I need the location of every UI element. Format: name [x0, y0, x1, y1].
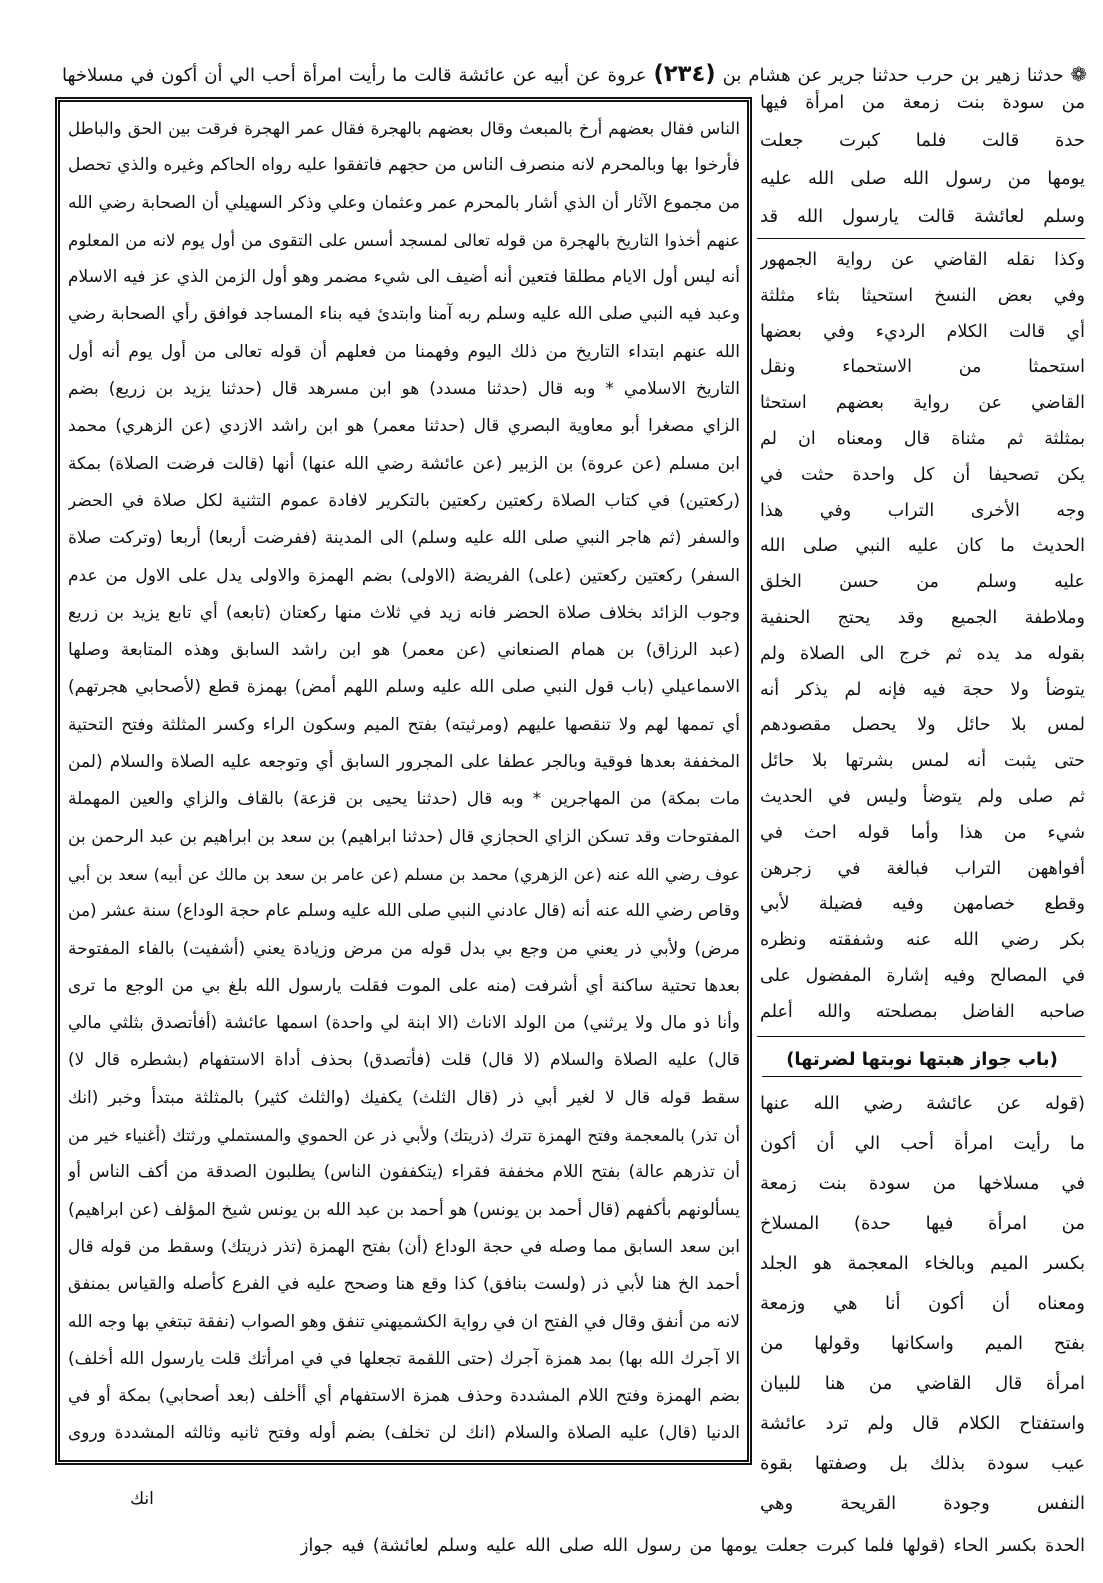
chapter-commentary-line: في مسلاخها من سودة بنت زمعة	[760, 1173, 1085, 1194]
margin-commentary-line: استحمثا من الاستحماء ونقل	[760, 357, 1085, 378]
main-commentary-line: الناس فقال بعضهم أرخ بالمبعث وقال بعضهم بالهجرة فقال عمر الهجرة فرقت بين الحق والباطل	[68, 119, 740, 138]
main-commentary-line: مات بمكة) من المهاجرين * وبه قال (حدثنا يحيى بن قزعة) بالقاف والزاي والعين المهملة	[68, 789, 740, 810]
main-commentary-line: من مجموع الآثار أن الذي أشار بالمحرم عمر وعثمان وعلي وذكر السهيلي أن الصحابة رضي الله	[68, 192, 740, 213]
main-commentary-line: والسفر (ثم هاجر النبي صلى الله عليه وسلم) الى المدينة (ففرضت أربعا) أربعا (وتركت صلاة	[68, 528, 740, 549]
main-commentary-line: الا آجرك الله بها) بمد همزة آجرك (حتى اللقمة تجعلها في في امرأتك قلت يارسول الله أخلف)	[68, 1348, 740, 1369]
main-commentary-line: السفر) ركعتين ركعتين (على) الفريضة (الاولى) بضم الهمزة والاولى يدل على الاول من عدم	[68, 565, 740, 586]
margin-commentary-line: في المصالح وفيه إشارة المفضول على	[760, 965, 1085, 986]
chapter-commentary-line: امرأة قال القاضي من هنا للبيان	[760, 1373, 1085, 1394]
chapter-commentary-line: من امرأة فيها حدة) المسلاخ	[760, 1213, 1085, 1234]
margin-commentary-line: حتى يثبت أنه لمس بشرتها بلا حائل	[760, 751, 1085, 772]
bottom-commentary-line: الحدة بكسر الحاء (قولها فلما كبرت جعلت يومها من رسول الله صلى الله عليه وسلم لعائشة) فيه جواز	[300, 1536, 1085, 1556]
main-commentary-line: مرض) ولأبي ذر يعني من وجع بي بدل قوله من مرض وزيادة يعني (أشفيت) بالفاء المفتوحة	[68, 938, 740, 959]
main-commentary-line: أنه ليس أول الايام مطلقا فتعين أنه أضيف الى شيء مضمر وهو أول الزمن الذي عز فيه الاسلام	[68, 267, 740, 288]
main-commentary-line: بعدها تحتية ساكنة أي أشرفت (منه على الموت فقلت يارسول الله بلغ بي من الوجع ما ترى	[68, 975, 740, 996]
chapter-heading: (باب جواز هبتها نوبتها لضرتها)	[762, 1043, 1082, 1077]
margin-commentary-line: أفواههن التراب فبالغة في زجرهن	[760, 858, 1085, 879]
margin-commentary-line: الحديث ما كان عليه النبي صلى الله	[760, 536, 1085, 557]
margin-commentary-line: ثم صلى ولم يتوضأ وليس في الحديث	[760, 786, 1085, 807]
margin-commentary-line: عليه وسلم من حسن الخلق	[760, 572, 1085, 593]
chapter-commentary-line: ما رأيت امرأة أحب الي أن أكون	[760, 1133, 1085, 1154]
margin-commentary	[760, 243, 1085, 1031]
main-commentary-line: وعبد فيه النبي صلى الله عليه وسلم ربه آمنا وابتدئ فيه بناء المساجد فوافق رأي الصحابة رضي	[68, 304, 740, 325]
main-commentary-line: عوف رضي الله عنه (عن الزهري) محمد بن مسلم (عن عامر بن سعد بن مالك عن أبيه) سعد بن أبي	[68, 864, 740, 884]
main-commentary-line: قال) عليه الصلاة والسلام (لا قال) قلت (فأتصدق) بحذف أداة الاستفهام (بشطره قال لا)	[68, 1050, 740, 1071]
margin-commentary-line: يتوضأ ولا حجة فيه فإنه لم يذكر أنه	[760, 679, 1085, 700]
margin-commentary-line: وجه الأخرى التراب وفي هذا	[760, 500, 1085, 521]
chapter-commentary-line: ومعناه أن أكون أنا هي وزمعة	[760, 1293, 1085, 1314]
main-commentary-line: الدنيا (قال) عليه الصلاة والسلام (انك لن تخلف) بضم أوله وفتح ثانيه وثالثه المشددة وروى	[68, 1423, 740, 1444]
main-commentary-line: سقط قوله قال لا لغير أبي ذر (قال الثلث) يكفيك (والثلث كثير) بالمثلثة مبتدأ وخبر (انك	[68, 1087, 740, 1108]
margin-commentary-line: لمس بلا حائل ولا يحصل مقصودهم	[760, 715, 1085, 736]
chapter-commentary	[760, 1084, 1085, 1524]
margin-hadith-line: من سودة بنت زمعة من امرأة فيها	[760, 92, 1085, 113]
main-commentary-line: المخففة بعدها فوقية وبالجر عطفا على المجرور السابق أي وتوجعه عليه الصلاة والسلام (لمن	[68, 752, 740, 773]
main-commentary-line: لانه من أنفق وقال في الفتح ان في رواية الكشميهني تنفق وهو الصواب (نفقة تبتغي بها وجه الله	[68, 1311, 740, 1332]
main-commentary-line: يسألونهم بأكفهم (قال أحمد بن يونس) هو أحمد بن عبد الله بن يونس شيخ المؤلف (عن ابراهيم)	[68, 1199, 740, 1220]
header-text-right: حدثنا زهير بن حرب حدثنا جرير عن هشام بن	[722, 65, 1064, 86]
main-commentary-line: (ركعتين) في كتاب الصلاة ركعتين ركعتين بالتكرير لافادة عموم التثنية لكل صلاة في الحضر	[68, 490, 740, 511]
margin-commentary-line: وقطع خصامهن وفيه فضيلة لأبي	[760, 894, 1085, 915]
main-commentary-line: (عبد الرزاق) بن همام الصنعاني (عن معمر) هو ابن راشد السابق وهذه المتابعة وصلها	[68, 640, 740, 661]
flower-ornament-icon: ❁	[1070, 63, 1087, 86]
header-text-left: عروة عن أبيه عن عائشة قالت ما رأيت امرأة أحب الي أن أكون في مسلاخها	[62, 65, 647, 86]
main-commentary-line: أن تذرهم عالة) بفتح اللام مخففة فقراء (يتكففون الناس) يطلبون الصدقة من أكف الناس أو	[68, 1162, 740, 1183]
main-commentary-line: أي تممها لهم ولا تنقصها عليهم (ومرثيته) بفتح الميم وسكون الراء وكسر المثلثة وفتح التحتية	[68, 714, 740, 735]
margin-commentary-line: يكن تصحيفا أن كل واحدة حثت في	[760, 464, 1085, 485]
main-commentary-line: الله عنهم ابتداء التاريخ من ذلك اليوم وفهمنا من فعلهم أن قوله تعالى من أول يوم أنه أول	[68, 341, 740, 362]
main-commentary-line: التاريخ الاسلامي * وبه قال (حدثنا مسدد) هو ابن مسرهد قال (حدثنا يزيد بن زريع) بضم	[68, 379, 740, 400]
page-number: (٢٣٤)	[653, 61, 716, 87]
margin-commentary-line: بمثلثة ثم مثناة قال ومعناه ان لم	[760, 428, 1085, 449]
main-commentary-line: وأنا ذو مال ولا يرثني) من الولد الاناث (الا ابنة لي واحدة) اسمها عائشة (أفأتصدق بثلثي مالي	[68, 1013, 740, 1034]
margin-commentary-line: القاضي عن رواية بعضهم استحثا	[760, 393, 1085, 414]
main-commentary-line: الزاي مصغرا أبو معاوية البصري قال (حدثنا معمر) هو ابن راشد الازدي (عن الزهري) محمد	[68, 416, 740, 437]
main-commentary-line: أن تذر) بالمعجمة وفتح الهمزة تترك (ذريتك) ولأبي ذر عن الحموي والمستملي ورثتك (أغنياء خير من	[68, 1126, 740, 1146]
margin-commentary-line: بكر رضي الله عنه وشفقته ونظره	[760, 930, 1085, 951]
main-commentary-line: فأرخوا بها وبالمحرم لانه منصرف الناس من حجهم فاتفقوا عليه رواه الحاكم وغيره والذي تحصل	[68, 155, 740, 176]
main-commentary-line: ابن سعد السابق مما وصله في حجة الوداع (أن) بفتح الهمزة (تذر ذريتك) وسقط من قوله قال	[68, 1236, 740, 1257]
margin-commentary-line: شيء من هذا وأما قوله احث في	[760, 822, 1085, 843]
main-commentary-line: وجوب الزائد بخلاف صلاة الحضر فانه زيد في ثلاث منها ركعتان (تابعه) أي تابع يزيد بن زريع	[68, 602, 740, 623]
margin-hadith-text	[760, 84, 1085, 236]
margin-hadith-line: يومها من رسول الله صلى الله عليه	[760, 168, 1085, 189]
catchword: انك	[130, 1489, 154, 1509]
main-commentary-line: بضم الهمزة وفتح اللام المشددة وحذف همزة الاستفهام أي أأخلف (بعد أصحابي) بمكة أو في	[68, 1386, 740, 1407]
main-commentary-line: أحمد الخ هنا لأبي ذر (ولست بنافق) كذا وقع هنا وصحح عليه في الفرع كأصله والقياس بمنفق	[68, 1274, 740, 1295]
margin-commentary-line: بقوله مد يده ثم خرج الى الصلاة ولم	[760, 643, 1085, 664]
main-commentary-line: وقاص رضي الله عنه أنه (قال عادني النبي صلى الله عليه وسلم عام حجة الوداع) سنة عشر (من	[68, 901, 740, 922]
main-commentary	[68, 110, 740, 1453]
margin-hadith-line: حدة قالت فلما كبرت جعلت	[760, 130, 1085, 151]
chapter-commentary-line: بفتح الميم واسكانها وقولها من	[760, 1333, 1085, 1354]
margin-commentary-line: أي قالت الكلام الرديء وفي بعضها	[760, 321, 1085, 342]
margin-divider	[757, 238, 1085, 239]
margin-commentary-line: وكذا نقله القاضي عن رواية الجمهور	[760, 250, 1085, 270]
main-commentary-line: المفتوحات وقد تسكن الزاي الحجازي قال (حدثنا ابراهيم) بن سعد بن ابراهيم بن عبد الرحمن بن	[68, 826, 740, 847]
chapter-divider	[757, 1036, 1085, 1037]
main-commentary-line: ابن مسلم (عن عروة) بن الزبير (عن عائشة رضي الله عنها) أنها (قالت فرضت الصلاة) بمكة	[68, 453, 740, 474]
margin-hadith-line: وسلم لعائشة قالت يارسول الله قد	[760, 206, 1085, 227]
margin-commentary-line: صاحبه الفاضل بمصلحته والله أعلم	[760, 1001, 1085, 1022]
main-commentary-line: الاسماعيلي (باب قول النبي صلى الله عليه وسلم اللهم أمض) بهمزة قطع (لأصحابي هجرتهم)	[68, 677, 740, 698]
margin-commentary-line: وفي بعض النسخ استحيثا بثاء مثلثة	[760, 285, 1085, 306]
chapter-commentary-line: (قوله عن عائشة رضي الله عنها	[760, 1093, 1085, 1114]
chapter-commentary-line: عيب سودة بذلك بل وصفتها بقوة	[760, 1453, 1085, 1474]
chapter-commentary-line: واستفتاح الكلام قال ولم ترد عائشة	[760, 1413, 1085, 1434]
chapter-commentary-line: بكسر الميم وبالخاء المعجمة هو الجلد	[760, 1253, 1085, 1274]
margin-commentary-line: وملاطفة الجميع وقد يحتج الحنفية	[760, 607, 1085, 628]
main-commentary-line: عنهم أخذوا التاريخ بالهجرة من قوله تعالى لمسجد أسس على التقوى من أول يوم لانه من المعلوم	[68, 230, 740, 250]
chapter-commentary-line: النفس وجودة القريحة وهي	[760, 1493, 1085, 1514]
